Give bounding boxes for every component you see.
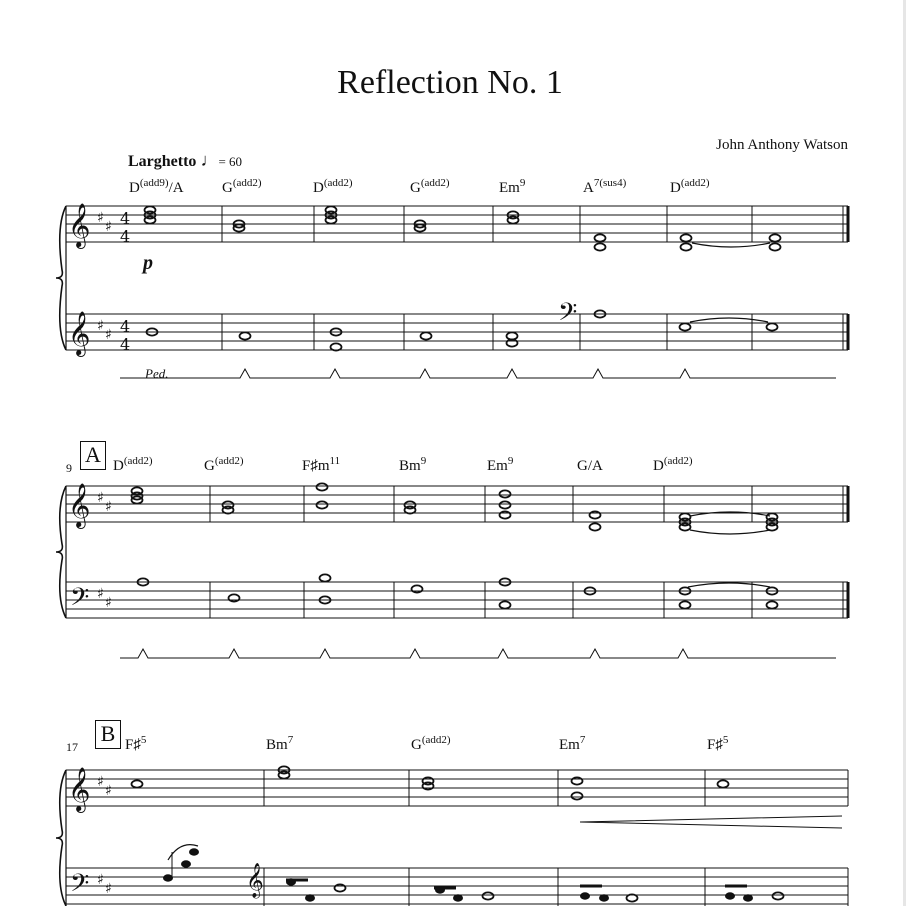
chord-symbol: $G^{(add2)}$ xyxy=(411,734,451,753)
whole-note xyxy=(412,585,423,592)
brace xyxy=(56,770,66,906)
chord-symbol: Bm$^7$ xyxy=(266,734,294,753)
tempo-bpm: = 60 xyxy=(218,154,243,169)
bass-clef-icon: 𝄢 xyxy=(70,583,90,618)
sharp-icon: ♯ xyxy=(105,595,112,611)
chord-symbol: $A^{7(sus4)}$ xyxy=(583,177,627,196)
chord-symbol: $D^{(add2)}$ xyxy=(313,177,353,196)
whole-note xyxy=(681,243,692,250)
chord-symbol: $G^{(add2)}$ xyxy=(204,455,244,474)
sharp-icon: ♯ xyxy=(97,318,104,334)
chord-symbol: F♯$^5$ xyxy=(125,734,147,753)
chord-symbol: Em$^9$ xyxy=(487,455,514,474)
dynamic-marking: p xyxy=(143,252,153,274)
half-note xyxy=(773,892,784,899)
rehearsal-mark: B xyxy=(95,720,121,749)
pedal-line xyxy=(120,649,836,658)
whole-note xyxy=(590,523,601,530)
note-head xyxy=(454,895,463,901)
whole-note xyxy=(767,323,778,330)
chord-symbol: F♯$^5$ xyxy=(707,734,729,753)
whole-note xyxy=(132,780,143,787)
sharp-icon: ♯ xyxy=(105,881,112,897)
half-note xyxy=(483,892,494,899)
chord-symbol: $G^{(add2)}$ xyxy=(410,177,450,196)
whole-note xyxy=(421,332,432,339)
time-sig: 4 xyxy=(120,335,131,354)
whole-note xyxy=(145,216,156,223)
treble-clef-icon: 𝄞 xyxy=(68,311,91,355)
tie xyxy=(688,583,770,587)
whole-note xyxy=(767,523,778,530)
piece-title: Reflection No. 1 xyxy=(337,64,563,101)
whole-note xyxy=(590,511,601,518)
note-head xyxy=(182,861,191,867)
sharp-icon: ♯ xyxy=(97,210,104,226)
whole-note xyxy=(320,574,331,581)
whole-note xyxy=(500,601,511,608)
whole-note xyxy=(500,511,511,518)
whole-note xyxy=(508,216,519,223)
whole-note xyxy=(595,234,606,241)
sharp-icon: ♯ xyxy=(97,774,104,790)
chord-symbol: $D^{(add2)}$ xyxy=(113,455,153,474)
brace xyxy=(56,486,66,618)
brace xyxy=(56,206,66,350)
time-sig: 4 xyxy=(120,317,131,336)
tie xyxy=(690,318,768,322)
whole-note xyxy=(423,782,434,789)
whole-note xyxy=(500,501,511,508)
chord-symbol: $G^{(add2)}$ xyxy=(222,177,262,196)
whole-note xyxy=(681,234,692,241)
pedal-marking: Ped. xyxy=(145,366,169,381)
chord-symbol: Bm$^9$ xyxy=(399,455,427,474)
note-head xyxy=(190,849,199,855)
treble-clef-icon: 𝄞 xyxy=(68,203,91,247)
sharp-icon: ♯ xyxy=(97,586,104,602)
treble-clef-icon: 𝄞 xyxy=(68,767,91,811)
quarter-note-icon: ♩ xyxy=(200,150,219,170)
bass-clef-icon: 𝄢 xyxy=(558,298,578,333)
whole-note xyxy=(718,780,729,787)
composer-name: John Anthony Watson xyxy=(716,137,848,153)
time-sig: 4 xyxy=(120,227,131,246)
sharp-icon: ♯ xyxy=(97,872,104,888)
sharp-icon: ♯ xyxy=(105,327,112,343)
chord-symbol: $D^{(add2)}$ xyxy=(670,177,710,196)
half-note xyxy=(335,884,346,891)
note-head xyxy=(726,893,735,899)
sharp-icon: ♯ xyxy=(105,219,112,235)
note-head xyxy=(306,895,315,901)
bass-clef-icon: 𝄢 xyxy=(70,869,90,904)
whole-note xyxy=(767,601,778,608)
whole-note xyxy=(229,594,240,601)
sharp-icon: ♯ xyxy=(97,490,104,506)
note-head xyxy=(600,895,609,901)
whole-note xyxy=(595,243,606,250)
whole-note xyxy=(572,777,583,784)
whole-note xyxy=(500,490,511,497)
whole-note xyxy=(680,601,691,608)
note-head xyxy=(744,895,753,901)
sharp-icon: ♯ xyxy=(105,783,112,799)
tie xyxy=(690,530,770,534)
chord-symbol: $D^{(add9)}/A$ xyxy=(129,177,184,196)
chord-symbol: Em$^9$ xyxy=(499,177,526,196)
whole-note xyxy=(317,483,328,490)
pedal-line xyxy=(120,369,836,378)
whole-note xyxy=(770,234,781,241)
whole-note xyxy=(572,792,583,799)
note-head xyxy=(581,893,590,899)
whole-note xyxy=(240,332,251,339)
rehearsal-mark: A xyxy=(80,441,106,470)
time-sig: 4 xyxy=(120,209,131,228)
chord-symbol: $D^{(add2)}$ xyxy=(653,455,693,474)
measure-number: 9 xyxy=(66,461,72,475)
whole-note xyxy=(317,501,328,508)
diminuendo-hairpin xyxy=(580,816,842,828)
chord-symbol: $F♯m^{11}$ xyxy=(302,455,341,474)
treble-clef-icon: 𝄞 xyxy=(68,483,91,527)
tempo-text: Larghetto xyxy=(128,153,197,170)
treble-clef-icon: 𝄞 xyxy=(246,863,264,898)
chord-symbol: Em$^7$ xyxy=(559,734,586,753)
chord-symbol: G/A xyxy=(577,458,603,474)
measure-number: 17 xyxy=(66,740,78,754)
whole-note xyxy=(326,216,337,223)
whole-note xyxy=(770,243,781,250)
sharp-icon: ♯ xyxy=(105,499,112,515)
whole-note xyxy=(680,523,691,530)
whole-note xyxy=(680,323,691,330)
note-head xyxy=(164,875,173,881)
whole-note xyxy=(279,771,290,778)
tie xyxy=(692,243,770,247)
